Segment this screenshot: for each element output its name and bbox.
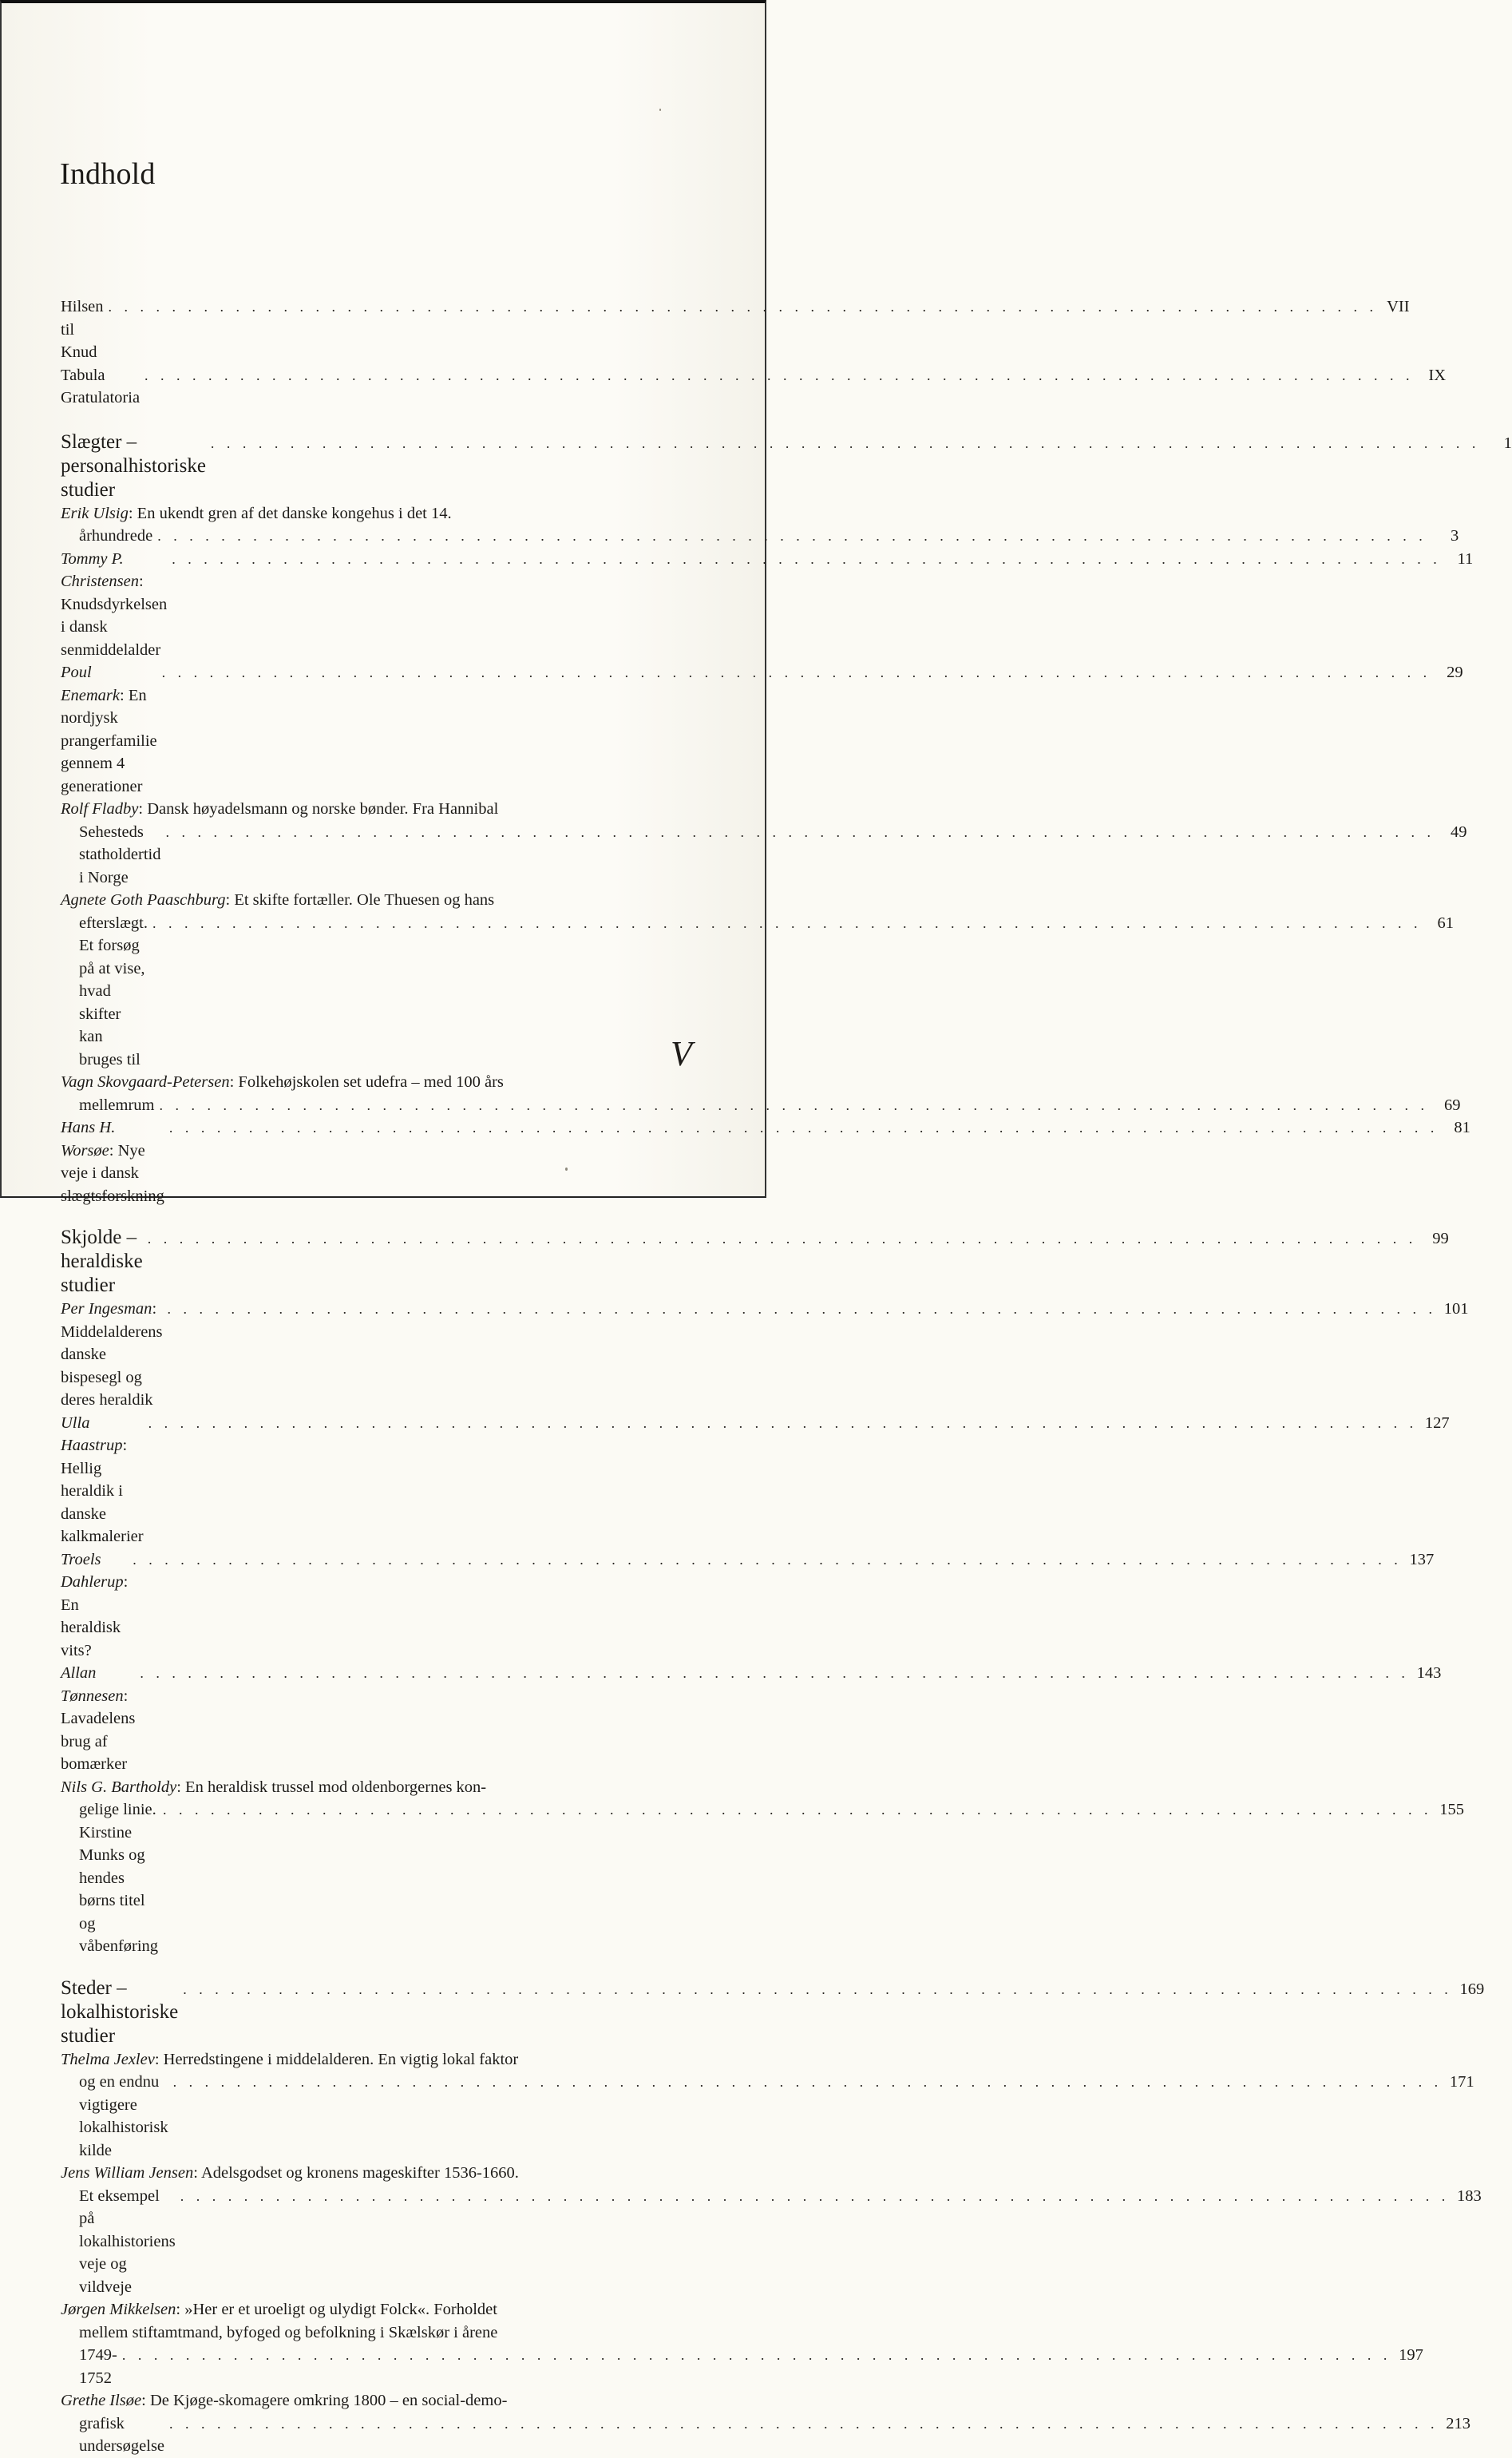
dot-leader: . . . . . . . . . . . . . . . . . . . . . . . . . . . . . . . . . . . . . . . . . . . . . . . . . . . . . . . . . . . . . . . . . . . . . . . . . . . . . . . . <box>152 914 1422 931</box>
page-number: 143 <box>1416 1664 1442 1682</box>
article-title: og en endnu vigtigere lokalhistorisk kilde <box>79 2073 168 2159</box>
section-heading <box>61 1976 1485 2048</box>
dot-leader: . . . . . . . . . . . . . . . . . . . . . . . . . . . . . . . . . . . . . . . . . . . . . . . . . . . . . . . . . . . . . . . . . . . . . . . . . . . . . . . . <box>180 2187 1450 2204</box>
paper-speck <box>659 109 661 111</box>
page-number: 197 <box>1399 2346 1423 2364</box>
article-title: Nye veje i dansk slægtsforskning <box>61 1141 164 1205</box>
section-heading <box>61 1226 1449 1298</box>
author-name: Poul Enemark <box>61 664 121 704</box>
toc-row <box>61 2162 632 2185</box>
article-title: Folkehøjskolen set udefra – med 100 års <box>238 1073 504 1091</box>
author-name: Tommy P. Christensen <box>61 549 139 590</box>
entry-text: Hans H. Worsøe: Nye veje i dansk slægtsforskning <box>61 1119 164 1205</box>
entry-text <box>79 1094 155 1117</box>
toc-entry <box>61 1116 1470 1207</box>
toc-entry <box>61 2389 1471 2458</box>
toc-row <box>61 1976 1485 2048</box>
toc-row <box>61 2298 632 2321</box>
page-number: 155 <box>1439 1801 1465 1818</box>
article-title: Herredstingene i middelalderen. En vigtig lokal faktor <box>163 2050 519 2068</box>
dot-leader: . . . . . . . . . . . . . . . . . . . . . . . . . . . . . . . . . . . . . . . . . . . . . . . . . . . . . . . . . . . . . . . . . . . . . . . . . . . . . . . . <box>172 550 1442 567</box>
toc-row <box>61 1798 1465 1958</box>
entry-text <box>79 2344 117 2389</box>
toc-entry <box>61 798 1467 889</box>
toc-row <box>61 821 1467 890</box>
page-number: 1 <box>1503 434 1512 452</box>
entry-text: Vagn Skovgaard-Petersen: Folkehøjskolen set udefra – med 100 års <box>61 1073 504 1091</box>
section-heading <box>61 430 1512 502</box>
entry-text <box>79 2412 164 2458</box>
dot-leader: . . . . . . . . . . . . . . . . . . . . . . . . . . . . . . . . . . . . . . . . . . . . . . . . . . . . . . . . . . . . . . . . . . . . . . . . . . . . . . . . <box>169 2415 1439 2432</box>
page-number: IX <box>1428 366 1447 384</box>
article-title: En ukendt gren af det danske kongehus i det 14. <box>137 504 452 522</box>
toc-row <box>61 798 632 821</box>
page-number: 29 <box>1447 664 1463 681</box>
article-title: En heraldisk trussel mod oldenborgernes kon- <box>185 1778 487 1796</box>
article-title: mellemrum <box>79 1096 155 1114</box>
page-number: 3 <box>1450 527 1459 545</box>
article-title: Hellig heraldik i danske kalkmalerier <box>61 1459 144 1545</box>
toc-row <box>61 661 1463 798</box>
author-name: Hans H. Worsøe <box>61 1119 116 1160</box>
toc-row <box>61 1071 632 1094</box>
page-number: VII <box>1387 298 1410 315</box>
article-title: 1749-1752 <box>79 2346 117 2387</box>
author-name: Nils G. Bartholdy <box>61 1778 177 1796</box>
toc-entry <box>61 1298 1469 1412</box>
page-number: 61 <box>1437 914 1454 932</box>
toc-entry <box>61 661 1463 798</box>
toc-row <box>61 2185 1482 2299</box>
article-title: Knudsdyrkelsen i dansk senmiddelalder <box>61 595 168 659</box>
toc-row <box>61 2389 632 2412</box>
author-name: Agnete Goth Paaschburg <box>61 891 226 909</box>
entry-text: Tommy P. Christensen: Knudsdyrkelsen i dansk senmiddelalder <box>61 549 168 659</box>
dot-leader: . . . . . . . . . . . . . . . . . . . . . . . . . . . . . . . . . . . . . . . . . . . . . . . . . . . . . . . . . . . . . . . . . . . . . . . . . . . . . . . . <box>121 2347 1391 2363</box>
article-title: Et eksempel på lokalhistoriens veje og vildveje <box>79 2186 176 2296</box>
entry-text: Allan Tønnesen: Lavadelens brug af bomærker <box>61 1664 136 1773</box>
article-title: Et skifte fortæller. Ole Thuesen og hans <box>234 891 495 909</box>
page-number: 137 <box>1409 1550 1435 1568</box>
toc-entry <box>61 1662 1442 1776</box>
page-number: 81 <box>1454 1119 1470 1136</box>
author-name: Grethe Ilsøe <box>61 2392 142 2409</box>
toc-row <box>61 1116 1470 1207</box>
entry-text <box>79 525 152 548</box>
entry-text: Grethe Ilsøe: De Kjøge-skomagere omkring 1800 – en social-demo- <box>61 2392 508 2409</box>
toc-entry <box>61 1548 1435 1663</box>
toc-row <box>61 2071 1474 2162</box>
article-title: Adelsgodset og kronens mageskifter 1536-1660. <box>200 2164 519 2182</box>
entry-text <box>79 912 148 1072</box>
dot-leader: . . . . . . . . . . . . . . . . . . . . . . . . . . . . . . . . . . . . . . . . . . . . . . . . . . . . . . . . . . . . . . . . . . . . . . . . . . . . . . . . <box>159 1096 1429 1113</box>
toc-row <box>61 548 1474 662</box>
author-name: Thelma Jexlev <box>61 2050 155 2068</box>
article-title: grafisk undersøgelse <box>79 2414 165 2455</box>
author-name: Erik Ulsig <box>61 504 129 522</box>
dot-leader: . . . . . . . . . . . . . . . . . . . . . . . . . . . . . . . . . . . . . . . . . . . . . . . . . . . . . . . . . . . . . . . . . . . . . . . . . . . . . . . . <box>157 528 1427 544</box>
page-number: 99 <box>1432 1230 1449 1247</box>
toc-entry <box>61 1776 1465 1958</box>
entry-text: Rolf Fladby: Dansk høyadelsmann og norske bønder. Fra Hannibal <box>61 800 499 818</box>
entry-text <box>79 2071 168 2162</box>
entry-text <box>79 2321 497 2345</box>
dot-leader: . . . . . . . . . . . . . . . . . . . . . . . . . . . . . . . . . . . . . . . . . . . . . . . . . . . . . . . . . . . . . . . . . . . . . . . . . . . . . . . . <box>165 823 1435 840</box>
page-number: 183 <box>1456 2186 1482 2205</box>
dot-leader: . . . . . . . . . . . . . . . . . . . . . . . . . . . . . . . . . . . . . . . . . . . . . . . . . . . . . . . . . . . . . . . . . . . . . . . . . . . . . . . . <box>167 1301 1437 1317</box>
author-name: Vagn Skovgaard-Petersen <box>61 1073 230 1091</box>
entry-text: Troels Dahlerup: En heraldisk vits? <box>61 1550 129 1659</box>
toc-entry <box>61 548 1474 662</box>
author-name: Per Ingesman <box>61 1300 152 1318</box>
page-number: 11 <box>1457 549 1474 568</box>
toc-row <box>61 295 1410 364</box>
toc-entry <box>61 295 1410 364</box>
dot-leader: . . . . . . . . . . . . . . . . . . . . . . . . . . . . . . . . . . . . . . . . . . . . . . . . . . . . . . . . . . . . . . . . . . . . . . . . . . . . . . . . <box>168 1120 1439 1136</box>
article-title: efterslægt. Et forsøg på at vise, hvad skifter kan bruges til <box>79 914 148 1068</box>
page-number: 213 <box>1446 2414 1471 2432</box>
article-title: En heraldisk vits? <box>61 1596 121 1659</box>
toc-row <box>61 525 1459 548</box>
toc-row <box>61 364 1447 410</box>
section-title: Skjolde – heraldiske studier <box>61 1227 143 1296</box>
section-title: Steder – lokalhistoriske studier <box>61 1976 179 2047</box>
author-name: Jens William Jensen <box>61 2164 194 2182</box>
toc-entry <box>61 364 1447 410</box>
article-title: Middelalderens danske bispesegl og deres heraldik <box>61 1322 163 1409</box>
entry-text: Per Ingesman: Middelalderens danske bispesegl og deres heraldik <box>61 1300 163 1409</box>
article-title: En nordjysk prangerfamilie gennem 4 generationer <box>61 686 157 795</box>
entry-text <box>79 2185 176 2299</box>
toc-entry <box>61 1412 1450 1548</box>
article-title: gelige linie. Kirstine Munks og hendes børns titel og våbenføring <box>79 1801 159 1955</box>
toc-row <box>61 2321 632 2345</box>
author-name: Jørgen Mikkelsen <box>61 2301 176 2318</box>
dot-leader: . . . . . . . . . . . . . . . . . . . . . . . . . . . . . . . . . . . . . . . . . . . . . . . . . . . . . . . . . . . . . . . . . . . . . . . . . . . . . . . . <box>163 1802 1433 1818</box>
article-title: Lavadelens brug af bomærker <box>61 1710 136 1773</box>
entry-text: Poul Enemark: En nordjysk prangerfamilie gennem 4 generationer <box>61 664 157 795</box>
dot-leader: . . . . . . . . . . . . . . . . . . . . . . . . . . . . . . . . . . . . . . . . . . . . . . . . . . . . . . . . . . . . . . . . . . . . . . . . . . . . . . . . <box>210 434 1480 451</box>
toc-row <box>61 1226 1449 1298</box>
page-number: 127 <box>1424 1413 1450 1432</box>
toc-row <box>61 2048 632 2071</box>
page-number: 169 <box>1459 1980 1485 1998</box>
entry-title: Tabula Gratulatoria <box>61 366 141 406</box>
dot-leader: . . . . . . . . . . . . . . . . . . . . . . . . . . . . . . . . . . . . . . . . . . . . . . . . . . . . . . . . . . . . . . . . . . . . . . . . . . . . . . . . <box>148 1414 1418 1431</box>
toc-row <box>61 502 632 525</box>
toc-row <box>61 2412 1471 2458</box>
toc-entry <box>61 2298 1423 2389</box>
toc-entry <box>61 889 1454 1071</box>
entry-text: Agnete Goth Paaschburg: Et skifte fortæller. Ole Thuesen og hans <box>61 891 495 909</box>
toc-row <box>61 1298 1469 1412</box>
toc-entry <box>61 2048 1474 2163</box>
article-title: mellem stiftamtmand, byfoged og befolkning i Skælskør i årene <box>79 2323 498 2341</box>
page-number: 101 <box>1443 1300 1469 1318</box>
toc-entry <box>61 1071 1461 1116</box>
toc-row <box>61 1776 632 1799</box>
entry-text: Erik Ulsig: En ukendt gren af det danske kongehus i det 14. <box>61 504 452 522</box>
toc-row <box>61 1662 1442 1776</box>
paper-speck <box>565 1168 568 1171</box>
dot-leader: . . . . . . . . . . . . . . . . . . . . . . . . . . . . . . . . . . . . . . . . . . . . . . . . . . . . . . . . . . . . . . . . . . . . . . . . . . . . . . . . <box>147 1231 1417 1247</box>
dot-leader: . . . . . . . . . . . . . . . . . . . . . . . . . . . . . . . . . . . . . . . . . . . . . . . . . . . . . . . . . . . . . . . . . . . . . . . . . . . . . . . . <box>140 1665 1410 1681</box>
toc-row <box>61 1094 1461 1117</box>
dot-leader: . . . . . . . . . . . . . . . . . . . . . . . . . . . . . . . . . . . . . . . . . . . . . . . . . . . . . . . . . . . . . . . . . . . . . . . . . . . . . . . . <box>183 1980 1453 1997</box>
author-name: Ulla Haastrup <box>61 1413 123 1454</box>
entry-text: Nils G. Bartholdy: En heraldisk trussel mod oldenborgernes kon- <box>61 1778 487 1796</box>
toc-row <box>61 1412 1450 1548</box>
entry-text: Thelma Jexlev: Herredstingene i middelalderen. En vigtig lokal faktor <box>61 2050 519 2068</box>
section-title: Slægter – personalhistoriske studier <box>61 430 206 501</box>
entry-text <box>79 821 160 890</box>
toc-row <box>61 430 1512 502</box>
dot-leader: . . . . . . . . . . . . . . . . . . . . . . . . . . . . . . . . . . . . . . . . . . . . . . . . . . . . . . . . . . . . . . . . . . . . . . . . . . . . . . . . <box>144 367 1415 383</box>
article-title: århundrede <box>79 527 153 545</box>
toc-row <box>61 2344 1423 2389</box>
entry-text: Ulla Haastrup: Hellig heraldik i danske kalkmalerier <box>61 1413 144 1545</box>
toc-entry <box>61 2162 1482 2298</box>
page-number: 171 <box>1449 2073 1474 2091</box>
entry-text: Jens William Jensen: Adelsgodset og kronens mageskifter 1536-1660. <box>61 2164 519 2182</box>
table-of-contents <box>61 295 1512 2458</box>
dot-leader: . . . . . . . . . . . . . . . . . . . . . . . . . . . . . . . . . . . . . . . . . . . . . . . . . . . . . . . . . . . . . . . . . . . . . . . . . . . . . . . . <box>172 2074 1443 2090</box>
article-title: Sehesteds statholdertid i Norge <box>79 823 161 886</box>
page-title: Indhold <box>60 157 156 191</box>
dot-leader: . . . . . . . . . . . . . . . . . . . . . . . . . . . . . . . . . . . . . . . . . . . . . . . . . . . . . . . . . . . . . . . . . . . . . . . . . . . . . . . . <box>161 664 1431 680</box>
page-number: 49 <box>1450 823 1467 841</box>
author-name: Allan Tønnesen <box>61 1664 124 1705</box>
entry-text <box>79 1798 158 1958</box>
author-name: Troels Dahlerup <box>61 1550 124 1591</box>
author-name: Rolf Fladby <box>61 800 139 818</box>
entry-text: Jørgen Mikkelsen: »Her er et uroeligt og ulydigt Folck«. Forholdet <box>61 2301 497 2318</box>
toc-entry <box>61 502 1459 548</box>
dot-leader: . . . . . . . . . . . . . . . . . . . . . . . . . . . . . . . . . . . . . . . . . . . . . . . . . . . . . . . . . . . . . . . . . . . . . . . . . . . . . . . . <box>108 299 1378 315</box>
toc-row <box>61 912 1454 1072</box>
article-title: De Kjøge-skomagere omkring 1800 – en social-demo- <box>149 2392 508 2409</box>
page-number: 69 <box>1444 1096 1461 1114</box>
toc-row <box>61 1548 1435 1663</box>
toc-row <box>61 889 632 912</box>
page-folio: V <box>671 1034 692 1073</box>
entry-title: Hilsen til Knud <box>61 298 104 361</box>
article-title: »Her er et uroeligt og ulydigt Folck«. Forholdet <box>184 2301 497 2318</box>
dot-leader: . . . . . . . . . . . . . . . . . . . . . . . . . . . . . . . . . . . . . . . . . . . . . . . . . . . . . . . . . . . . . . . . . . . . . . . . . . . . . . . . <box>133 1551 1403 1568</box>
article-title: Dansk høyadelsmann og norske bønder. Fra Hannibal <box>147 800 499 818</box>
